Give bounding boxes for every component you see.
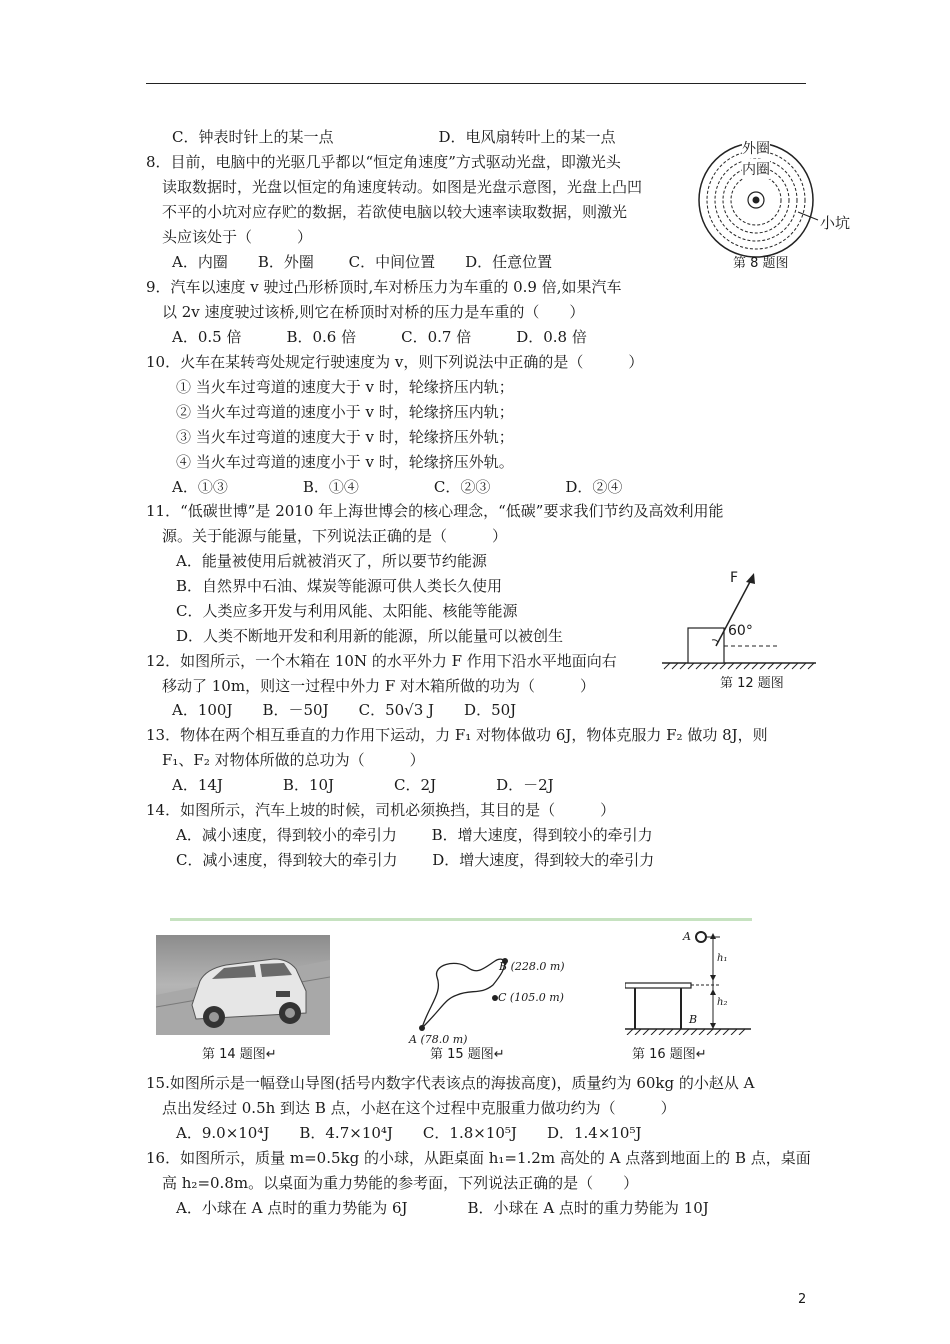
fig14-caption: 第 14 题图↵ bbox=[202, 1047, 277, 1062]
q11-option-c: C．人类应多开发与利用风能、太阳能、核能等能源 bbox=[176, 602, 518, 620]
q8-stem-line1: 8．目前，电脑中的光驱几乎都以“恒定角速度”方式驱动光盘，即激光头 bbox=[146, 153, 621, 171]
q9-options: A．0.5 倍 B．0.6 倍 C．0.7 倍 D．0.8 倍 bbox=[172, 328, 587, 346]
q11-stem-line2: 源。关于能源与能量，下列说法正确的是（ ） bbox=[162, 527, 508, 545]
q9-stem-line1: 9．汽车以速度 v 驶过凸形桥顶时,车对桥压力为车重的 0.9 倍,如果汽车 bbox=[146, 278, 622, 296]
q10-statement-1: ① 当火车过弯道的速度大于 v 时，轮缘挤压内轨； bbox=[176, 378, 514, 396]
fig8-outer-label: 外圈 bbox=[742, 138, 770, 158]
q8-options: A．内圈 B．外圈 C．中间位置 D．任意位置 bbox=[172, 253, 553, 271]
fig8-disc-diagram bbox=[690, 140, 870, 280]
fig16-h1-label: h₁ bbox=[717, 953, 728, 964]
q10-options: A．①③ B．①④ C．②③ D．②④ bbox=[172, 478, 623, 496]
q15-stem-line1: 15.如图所示是一幅登山导图(括号内数字代表该点的海拔高度)，质量约为 60kg 的小赵从 A bbox=[146, 1074, 755, 1092]
q10-statement-3: ③ 当火车过弯道的速度大于 v 时，轮缘挤压外轨； bbox=[176, 428, 514, 446]
q10-statement-2: ② 当火车过弯道的速度小于 v 时，轮缘挤压内轨； bbox=[176, 403, 514, 421]
fig16-point-a: A bbox=[683, 930, 691, 943]
fig16-caption: 第 16 题图↵ bbox=[632, 1047, 707, 1062]
fig12-angle-label: 60° bbox=[728, 623, 753, 639]
fig16-h2-label: h₂ bbox=[717, 997, 728, 1008]
fig14-car-photo bbox=[156, 935, 330, 1035]
fig15-route-map bbox=[395, 945, 575, 1045]
fig8-inner-label: 内圈 bbox=[742, 159, 770, 179]
page-number: 2 bbox=[798, 1292, 807, 1307]
fig15-caption: 第 15 题图↵ bbox=[430, 1047, 505, 1062]
q8-stem-line2: 读取数据时，光盘以恒定的角速度转动。如图是光盘示意图，光盘上凸凹 bbox=[162, 178, 643, 196]
q15-stem-line2: 点出发经过 0.5h 到达 B 点，小赵在这个过程中克服重力做功约为（ ） bbox=[162, 1099, 676, 1117]
q11-option-d: D．人类不断地开发和利用新的能源，所以能量可以被创生 bbox=[176, 627, 564, 645]
fig12-force-label: F bbox=[730, 570, 739, 586]
q11-option-a: A．能量被使用后就被消灭了，所以要节约能源 bbox=[176, 552, 487, 570]
q11-option-b: B．自然界中石油、煤炭等能源可供人类长久使用 bbox=[176, 577, 503, 595]
header-rule bbox=[146, 83, 806, 84]
q12-options: A．100J B．－50J C．50√3 J D．50J bbox=[172, 701, 517, 719]
q16-options-ab: A．小球在 A 点时的重力势能为 6J B．小球在 A 点时的重力势能为 10J bbox=[176, 1199, 709, 1217]
fig8-caption: 第 8 题图 bbox=[733, 256, 789, 271]
q14-options-cd: C．减小速度，得到较大的牵引力 D．增大速度，得到较大的牵引力 bbox=[176, 851, 655, 869]
q10-stem: 10．火车在某转弯处规定行驶速度为 v，则下列说法中正确的是（ ） bbox=[146, 353, 644, 371]
q13-stem-line1: 13．物体在两个相互垂直的力作用下运动，力 F₁ 对物体做功 6J，物体克服力 F₂ 做功 8J，则 bbox=[146, 726, 768, 744]
fig16-point-b: B bbox=[689, 1013, 698, 1026]
q16-stem-line1: 16．如图所示，质量 m=0.5kg 的小球，从距桌面 h₁=1.2m 高处的 A 点落到地面上的 B 点，桌面 bbox=[146, 1149, 811, 1167]
fig15-point-a: A (78.0 m) bbox=[409, 1033, 468, 1046]
q7-options-cd: C．钟表时针上的某一点 D．电风扇转叶上的某一点 bbox=[172, 128, 616, 146]
q14-options-ab: A．减小速度，得到较小的牵引力 B．增大速度，得到较小的牵引力 bbox=[176, 826, 653, 844]
q12-stem-line2: 移动了 10m，则这一过程中外力 F 对木箱所做的功为（ ） bbox=[162, 677, 596, 695]
q12-stem-line1: 12．如图所示，一个木箱在 10N 的水平外力 F 作用下沿水平地面向右 bbox=[146, 652, 617, 670]
fig12-caption: 第 12 题图 bbox=[720, 676, 784, 691]
fig16-table-diagram bbox=[625, 925, 755, 1035]
fig15-point-b: B (228.0 m) bbox=[499, 960, 565, 973]
fig15-point-c: C (105.0 m) bbox=[498, 991, 564, 1004]
q15-options: A．9.0×10⁴J B．4.7×10⁴J C．1.8×10⁵J D．1.4×10⁵J bbox=[176, 1124, 642, 1142]
q9-stem-line2: 以 2v 速度驶过该桥,则它在桥顶时对桥的压力是车重的（ ） bbox=[162, 303, 585, 321]
q8-stem-line3: 不平的小坑对应存贮的数据，若欲使电脑以较大速率读取数据，则激光 bbox=[162, 203, 628, 221]
fig8-pit-label: 小坑 bbox=[820, 214, 851, 232]
car-icon bbox=[156, 935, 330, 1035]
fig12-box-diagram bbox=[660, 568, 820, 690]
q13-options: A．14J B．10J C．2J D．－2J bbox=[172, 776, 554, 794]
q16-stem-line2: 高 h₂=0.8m。以桌面为重力势能的参考面，下列说法正确的是（ ） bbox=[162, 1174, 639, 1192]
figure-row-divider bbox=[170, 918, 752, 921]
q14-stem: 14．如图所示，汽车上坡的时候，司机必须换挡，其目的是（ ） bbox=[146, 801, 616, 819]
q8-stem-line4: 头应该处于（ ） bbox=[162, 228, 313, 246]
q10-statement-4: ④ 当火车过弯道的速度小于 v 时，轮缘挤压外轨。 bbox=[176, 453, 514, 471]
q11-stem-line1: 11．“低碳世博”是 2010 年上海世博会的核心理念，“低碳”要求我们节约及高效利用能 bbox=[146, 502, 724, 520]
q13-stem-line2: F₁、F₂ 对物体所做的总功为（ ） bbox=[162, 751, 425, 769]
